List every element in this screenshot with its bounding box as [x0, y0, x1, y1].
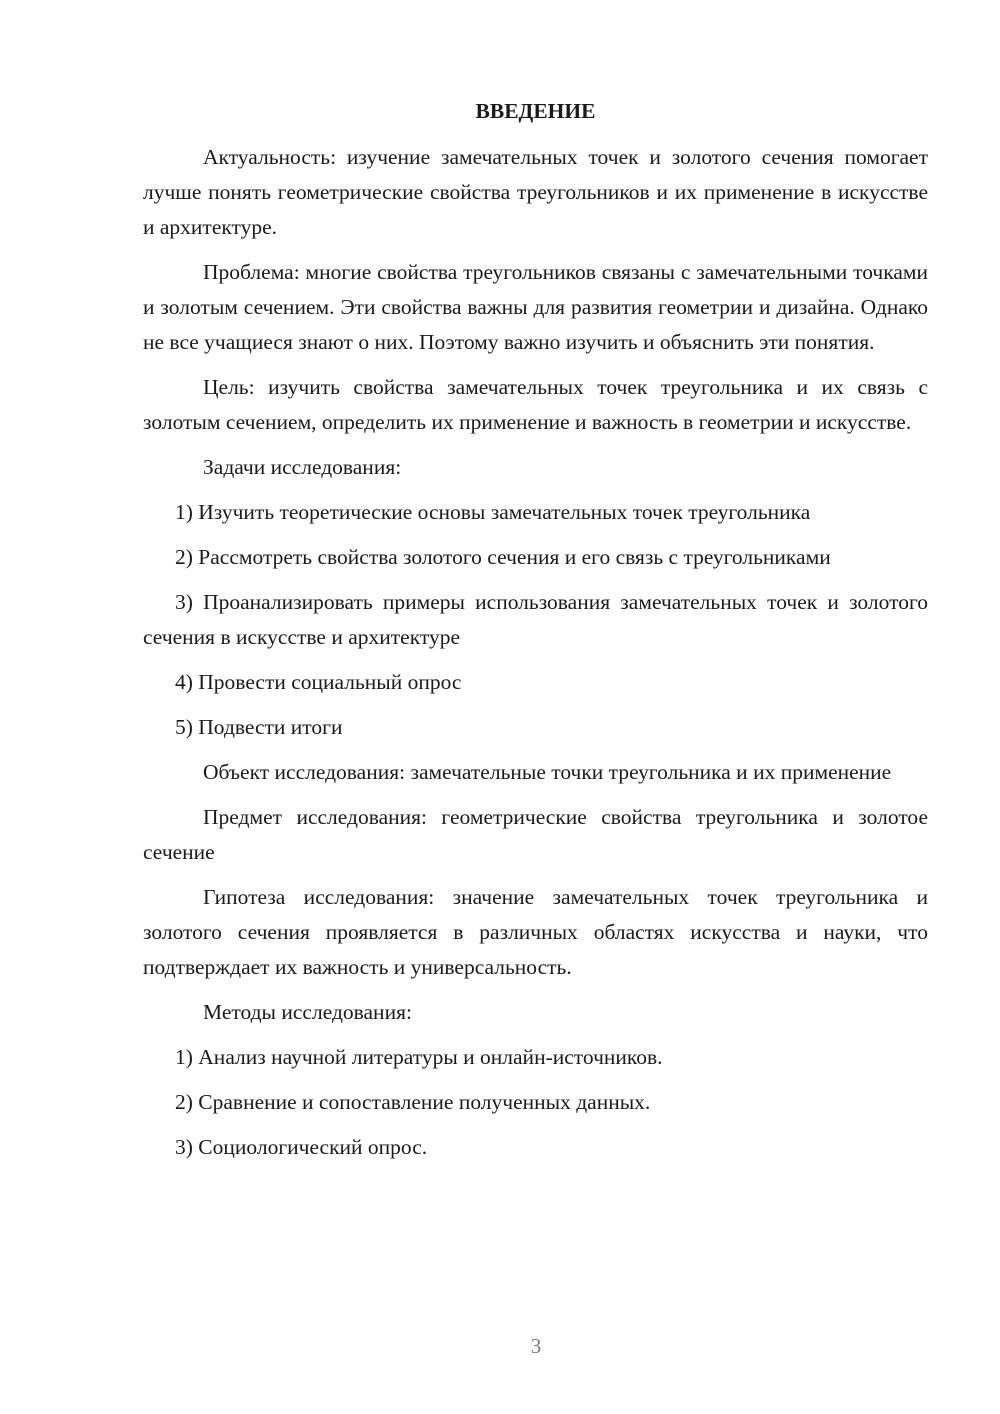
method-item: 1) Анализ научной литературы и онлайн-источников.	[175, 1045, 663, 1069]
task-item: 5) Подвести итоги	[175, 715, 343, 739]
problem-paragraph: Проблема: многие свойства треугольников связаны с замечательными точками и золотым сечением. Эти свойства важны для развития геометрии и дизайна. Однако не все учащиеся знают о них. Поэтому важно изучить и объяснить эти понятия.	[143, 260, 928, 354]
methods-heading: Методы исследования:	[203, 1000, 412, 1024]
page-content	[143, 96, 928, 1165]
section-title: ВВЕДЕНИЕ	[475, 99, 596, 123]
subject-paragraph: Предмет исследования: геометрические свойства треугольника и золотое сечение	[143, 805, 928, 864]
task-item: 4) Провести социальный опрос	[175, 670, 462, 694]
method-item: 3) Социологический опрос.	[175, 1135, 428, 1159]
method-item: 2) Сравнение и сопоставление полученных данных.	[175, 1090, 651, 1114]
task-item: 3) Проанализировать примеры использования замечательных точек и золотого сечения в искусстве и архитектуре	[143, 590, 928, 649]
object-paragraph: Объект исследования: замечательные точки треугольника и их применение	[203, 760, 892, 784]
task-item: 1) Изучить теоретические основы замечательных точек треугольника	[175, 500, 811, 524]
tasks-heading: Задачи исследования:	[203, 455, 402, 479]
hypothesis-paragraph: Гипотеза исследования: значение замечательных точек треугольника и золотого сечения проявляется в различных областях искусства и науки, что подтверждает их важность и универсальность.	[143, 885, 928, 979]
page-number: 3	[530, 1334, 542, 1358]
task-item: 2) Рассмотреть свойства золотого сечения и его связь с треугольниками	[175, 545, 831, 569]
goal-paragraph: Цель: изучить свойства замечательных точек треугольника и их связь с золотым сечением, определить их применение и важность в геометрии и искусстве.	[143, 375, 928, 434]
relevance-paragraph: Актуальность: изучение замечательных точек и золотого сечения помогает лучше понять геометрические свойства треугольников и их применение в искусстве и архитектуре.	[143, 145, 928, 239]
